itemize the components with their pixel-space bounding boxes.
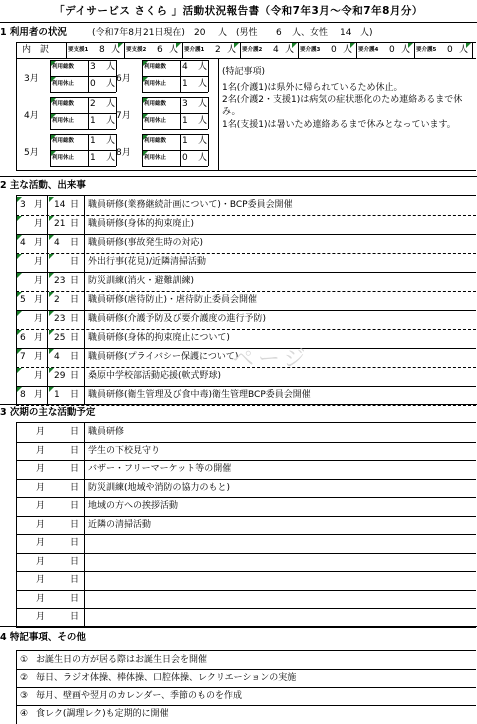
care-level-unit: 人	[169, 45, 179, 55]
month-stop-label: 利用休止	[52, 155, 75, 161]
month-label: 5月	[24, 148, 39, 158]
care-level-count: 0	[389, 45, 395, 55]
note-1: 1名(介護1)は県外に帰られているため休止。	[222, 83, 403, 93]
care-level-count: 2	[215, 45, 221, 55]
plan-month-unit: 月	[36, 501, 46, 511]
month-unit: 月	[34, 352, 44, 362]
plan-text: 学生の下校見守り	[88, 445, 161, 456]
remark-number: ③	[20, 691, 29, 701]
activity-text: 職員研修(業務継続計画について)・BCP委員会開催	[88, 200, 293, 210]
page-watermark: ページ	[232, 347, 310, 372]
activity-day: 29	[54, 371, 66, 381]
plan-text: 地域の方への挨拶活動	[88, 501, 179, 511]
day-unit: 日	[70, 314, 80, 324]
plan-day-unit: 日	[70, 482, 80, 493]
plan-day-unit: 日	[70, 427, 80, 437]
plan-month-unit: 月	[36, 593, 46, 604]
section-1-heading: 1 利用者の状況	[0, 27, 67, 38]
month-stop-unit: 人	[106, 116, 116, 126]
female-unit: 人)	[360, 28, 373, 38]
activity-day: 23	[54, 314, 66, 324]
care-level-count: 0	[447, 45, 453, 55]
care-level-label: 要介護1	[184, 47, 205, 53]
care-level-label: 要介護3	[300, 47, 321, 53]
care-level-label: 要介護2	[242, 47, 263, 53]
month-total: 4	[182, 62, 188, 72]
month-total-unit: 人	[106, 136, 116, 146]
remark-text: 毎日、ラジオ体操、棒体操、口腔体操、レクリエーションの実施	[36, 673, 297, 683]
plan-day-unit: 日	[70, 445, 80, 456]
remark-number: ①	[20, 655, 29, 665]
day-unit: 日	[70, 276, 80, 286]
care-level-unit: 人	[227, 45, 237, 55]
month-total-unit: 人	[198, 99, 208, 109]
plan-day-unit: 日	[70, 556, 80, 567]
activity-text: 職員研修(身体的拘束廃止)	[88, 219, 195, 229]
month-total-unit: 人	[198, 136, 208, 146]
activity-month: 6	[20, 333, 26, 343]
remark-text: お誕生日の方が居る際はお誕生日会を開催	[36, 655, 208, 665]
plan-month-unit: 月	[36, 464, 46, 474]
care-level-unit: 人	[459, 45, 469, 55]
care-level-count: 0	[331, 45, 337, 55]
month-unit: 月	[34, 200, 44, 210]
month-stop: 1	[90, 153, 96, 163]
female-count: 14	[340, 28, 352, 38]
day-unit: 日	[70, 390, 80, 400]
month-unit: 月	[34, 257, 44, 267]
month-unit: 月	[34, 333, 44, 343]
day-unit: 日	[70, 257, 80, 267]
plan-day-unit: 日	[70, 593, 80, 604]
month-stop-unit: 人	[106, 79, 116, 89]
plan-month-unit: 月	[36, 538, 46, 548]
activity-month: 8	[20, 390, 26, 400]
activity-text: 外出行事(花見)/近隣清掃活動	[88, 257, 207, 267]
plan-text: 近隣の清掃活動	[88, 519, 152, 530]
report-title: 「デイサービス さくら 」活動状況報告書（令和7年3月～令和7年8月分）	[54, 5, 423, 17]
total-users: 20	[194, 28, 206, 38]
day-unit: 日	[70, 352, 80, 362]
month-stop: 0	[90, 79, 96, 89]
activity-text: 職員研修(プライバシー保護について)	[88, 352, 239, 362]
activity-day: 25	[54, 333, 66, 343]
care-level-count: 8	[99, 45, 105, 55]
plan-day-unit: 日	[70, 575, 80, 585]
section-4-heading: 4 特記事項、その他	[0, 632, 86, 643]
note-3: 1名(支援1)は暑いため連絡あるまで休みとなっています。	[222, 120, 456, 130]
month-unit: 月	[34, 295, 44, 305]
month-stop-unit: 人	[198, 116, 208, 126]
care-level-unit: 人	[285, 45, 295, 55]
month-unit: 月	[34, 314, 44, 324]
activity-text: 職員研修(虐待防止)・虐待防止委員会開催	[88, 295, 258, 305]
remark-text: 毎月、壁画や翌月のカレンダー、季節のものを作成	[36, 691, 243, 701]
month-label: 4月	[24, 111, 39, 121]
section-2-heading: 2 主な活動、出来事	[0, 180, 86, 191]
care-level-unit: 人	[343, 45, 353, 55]
month-total-label: 利用総数	[52, 64, 75, 70]
activity-month: 3	[20, 200, 26, 210]
activity-day: 2	[54, 295, 60, 305]
remark-text: 食レク(調理レク)も定期的に開催	[36, 709, 169, 719]
month-stop: 0	[182, 153, 188, 163]
month-label: 6月	[116, 74, 131, 84]
section-3-heading: 3 次期の主な活動予定	[0, 407, 96, 418]
month-label: 7月	[116, 111, 131, 121]
month-stop: 1	[182, 116, 188, 126]
month-total-unit: 人	[106, 62, 116, 72]
month-total-unit: 人	[106, 99, 116, 109]
month-total: 3	[182, 99, 188, 109]
remark-number: ②	[20, 673, 29, 683]
plan-month-unit: 月	[36, 445, 46, 456]
care-level-unit: 人	[401, 45, 411, 55]
plan-month-unit: 月	[36, 519, 46, 530]
total-unit: 人	[218, 28, 228, 38]
day-unit: 日	[70, 238, 80, 248]
plan-day-unit: 日	[70, 519, 80, 530]
month-unit: 月	[34, 276, 44, 286]
month-stop-label: 利用休止	[144, 155, 167, 161]
breakdown-label: 内 訳	[22, 45, 50, 55]
day-unit: 日	[70, 200, 80, 210]
care-level-count: 4	[273, 45, 279, 55]
activity-text: 職員研修(介護予防及び要介護度の進行予防)	[88, 314, 267, 324]
month-total-label: 利用総数	[52, 101, 75, 107]
month-stop-label: 利用休止	[144, 118, 167, 124]
month-stop-unit: 人	[198, 153, 208, 163]
care-level-label: 要介護5	[416, 47, 437, 53]
female-label: 人、女性	[292, 28, 329, 38]
care-level-count: 6	[157, 45, 163, 55]
notes-heading: (特記事項)	[222, 67, 266, 77]
month-stop-label: 利用休止	[52, 81, 75, 87]
male-count: 6	[276, 28, 282, 38]
month-stop-label: 利用休止	[144, 81, 167, 87]
day-unit: 日	[70, 371, 80, 381]
activity-text: 職員研修(衛生管理及び食中毒)衛生管理BCP委員会開催	[88, 390, 311, 400]
activity-month: 7	[20, 352, 26, 362]
month-stop-label: 利用休止	[52, 118, 75, 124]
activity-month: 4	[20, 238, 26, 248]
month-unit: 月	[34, 390, 44, 400]
care-level-label: 要介護4	[358, 47, 379, 53]
plan-month-unit: 月	[36, 556, 46, 567]
month-total: 2	[90, 99, 96, 109]
male-label: (男性	[236, 28, 258, 38]
plan-text: 職員研修	[88, 427, 125, 437]
month-stop: 1	[90, 116, 96, 126]
activity-day: 1	[54, 390, 60, 400]
activity-month: 5	[20, 295, 26, 305]
activity-day: 23	[54, 276, 66, 286]
month-total: 1	[182, 136, 188, 146]
activity-day: 4	[54, 238, 60, 248]
plan-month-unit: 月	[36, 612, 46, 622]
month-total: 3	[90, 62, 96, 72]
plan-month-unit: 月	[36, 482, 46, 493]
month-total: 1	[90, 136, 96, 146]
month-total-label: 利用総数	[144, 138, 167, 144]
month-total-label: 利用総数	[52, 138, 75, 144]
activity-day: 4	[54, 352, 60, 362]
month-unit: 月	[34, 238, 44, 248]
plan-text: バザー・フリーマーケット等の開催	[88, 464, 232, 474]
month-total-unit: 人	[198, 62, 208, 72]
note-2: 2名(介護2・支援1)は病気の症状悪化のため連絡あるまで休み。	[222, 95, 463, 117]
month-unit: 月	[34, 219, 44, 229]
month-total-label: 利用総数	[144, 64, 167, 70]
as-of-date: (令和7年8月21日現在)	[92, 28, 185, 38]
activity-text: 職員研修(事故発生時の対応)	[88, 238, 204, 248]
month-label: 8月	[116, 148, 131, 158]
month-label: 3月	[24, 74, 39, 84]
plan-month-unit: 月	[36, 575, 46, 585]
month-stop: 1	[182, 79, 188, 89]
plan-day-unit: 日	[70, 612, 80, 622]
activity-day: 14	[54, 200, 66, 210]
day-unit: 日	[70, 219, 80, 229]
month-unit: 月	[34, 371, 44, 381]
remark-number: ④	[20, 709, 29, 719]
month-total-label: 利用総数	[144, 101, 167, 107]
activity-day: 21	[54, 219, 66, 229]
care-level-label: 要支援1	[68, 47, 89, 53]
plan-text: 防災訓練(地域や消防の協力のもと)	[88, 482, 231, 493]
month-stop-unit: 人	[106, 153, 116, 163]
activity-text: 職員研修(身体的拘束廃止について)	[88, 333, 230, 343]
plan-day-unit: 日	[70, 538, 80, 548]
day-unit: 日	[70, 295, 80, 305]
month-stop-unit: 人	[198, 79, 208, 89]
plan-day-unit: 日	[70, 501, 80, 511]
activity-text: 桑原中学校部活動応援(軟式野球)	[88, 371, 222, 381]
care-level-label: 要支援2	[126, 47, 147, 53]
plan-day-unit: 日	[70, 464, 80, 474]
plan-month-unit: 月	[36, 427, 46, 437]
day-unit: 日	[70, 333, 80, 343]
activity-text: 防災訓練(消火・避難訓練)	[88, 276, 195, 286]
care-level-unit: 人	[111, 45, 121, 55]
